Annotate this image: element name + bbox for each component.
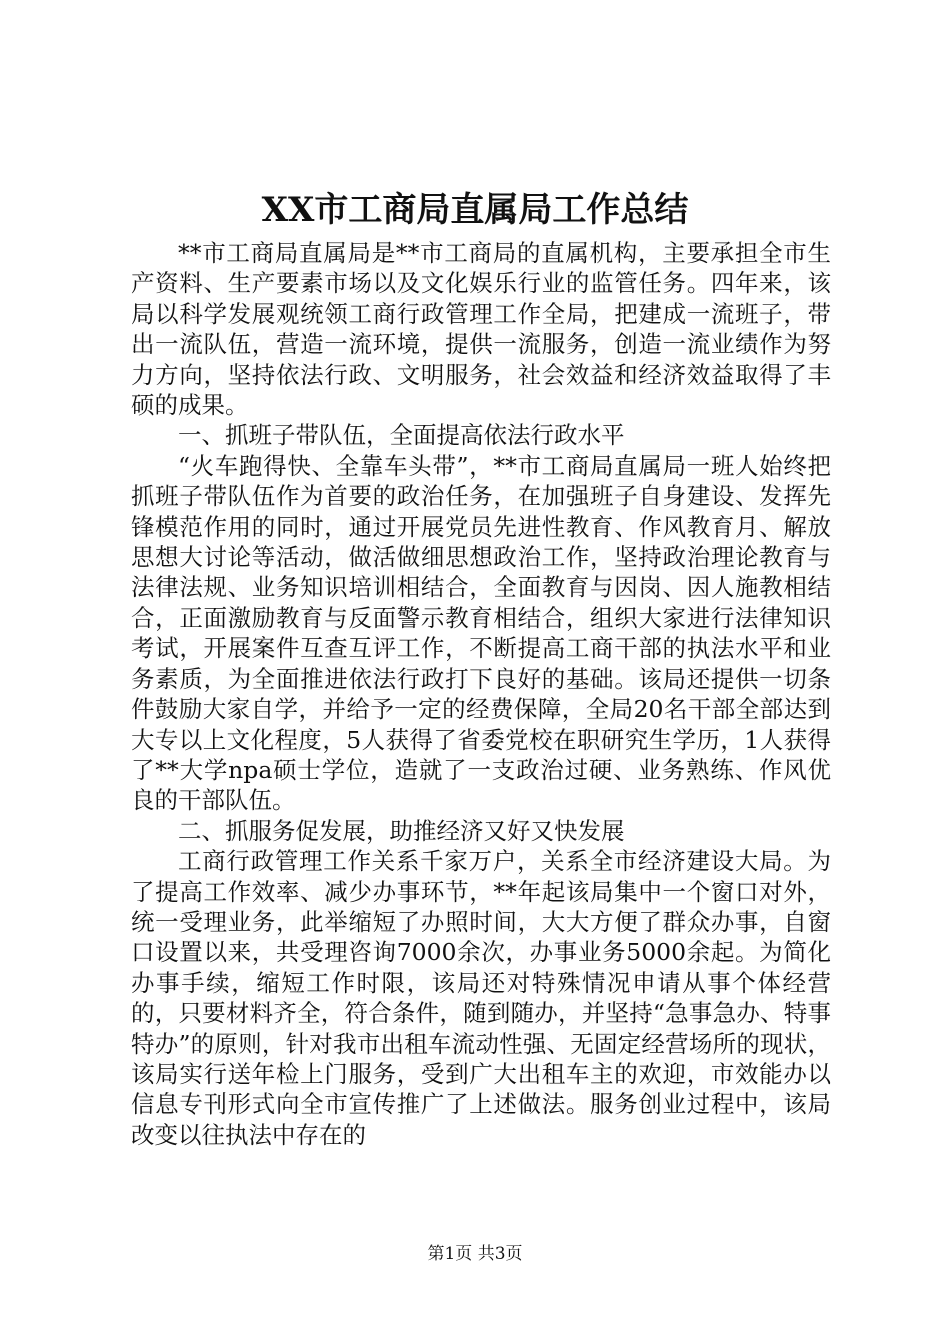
page-footer: 第1页 共3页 <box>427 1244 523 1264</box>
document-title: XX市工商局直属局工作总结 <box>261 190 689 230</box>
paragraph-section-1: “火车跑得快、全靠车头带”，**市工商局直属局一班人始终把抓班子带队伍作为首要的政治任务，在加强班子自身建设、发挥先锋模范作用的同时，通过开展党员先进性教育、作风教育月、解放思想大讨论等活动，做活做细思想政治工作，坚持政治理论教育与法律法规、业务知识培训相结合，全面教育与因岗、因人施教相结合，正面激励教育与反面警示教育相结合，组织大家进行法律知识考试，开展案件互查互评工作，不断提高工商干部的执法水平和业务素质，为全面推进依法行政打下良好的基础。该局还提供一切条件鼓励大家自学，并给予一定的经费保障，全局20名干部全部达到大专以上文化程度，5人获得了省委党校在职研究生学历，1人获得了**大学npa硕士学位，造就了一支政治过硬、业务熟练、作风优良的干部队伍。 <box>131 451 831 815</box>
section-heading-1: 一、抓班子带队伍，全面提高依法行政水平 <box>178 421 625 450</box>
section-heading-2: 二、抓服务促发展，助推经济又好又快发展 <box>178 816 625 845</box>
paragraph-section-2: 工商行政管理工作关系千家万户，关系全市经济建设大局。为了提高工作效率、减少办事环节，**年起该局集中一个窗口对外，统一受理业务，此举缩短了办照时间，大大方便了群众办事，自窗口设置以来，共受理咨询7000余次，办事业务5000余起。为简化办事手续，缩短工作时限，该局还对特殊情况申请从事个体经营的，只要材料齐全，符合条件，随到随办，并坚持“急事急办、特事特办”的原则，针对我市出租车流动性强、无固定经营场所的现状，该局实行送年检上门服务，受到广大出租车主的欢迎，市效能办以信息专刊形式向全市宣传推广了上述做法。服务创业过程中，该局改变以往执法中存在的 <box>131 847 831 1149</box>
document-body <box>131 238 831 1150</box>
paragraph-intro: **市工商局直属局是**市工商局的直属机构，主要承担全市生产资料、生产要素市场以及文化娱乐行业的监管任务。四年来，该局以科学发展观统领工商行政管理工作全局，把建成一流班子，带出一流队伍，营造一流环境，提供一流服务，创造一流业绩作为努力方向，坚持依法行政、文明服务，社会效益和经济效益取得了丰硕的成果。 <box>131 239 831 420</box>
